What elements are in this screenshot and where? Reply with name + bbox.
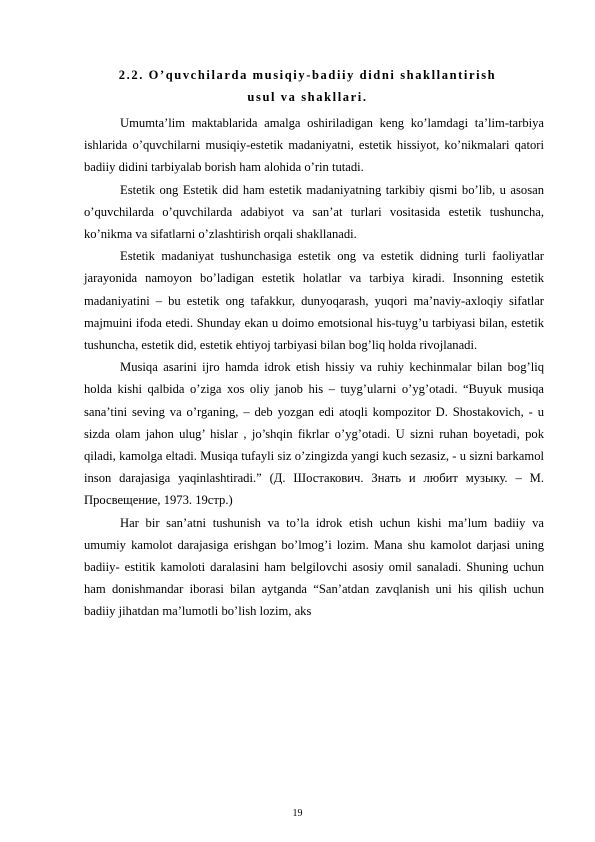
paragraph-3: Estetik madaniyat tushunchasiga estetik ong va estetik didning turli faoliyatlar jarayonida namoyon bo’ladigan estetik holatlar va tarbiya kiradi. Insonning estetik madaniyatini – bu estetik ong tafakkur, dunyoqarash, yuqori ma’naviy-axloqiy sifatlar majmuini ifoda etedi. Shunday ekan u doimo emotsional his-tuyg’u tarbiyasi bilan, estetik tushuncha, estetik did, estetik ehtiyoj tarbiyasi bilan bog’liq holda rivojlanadi. [84, 249, 544, 353]
paragraph-4: Musiqa asarini ijro hamda idrok etish hissiy va ruhiy kechinmalar bilan bog’liq holda kishi qalbida o’ziga xos oliy janob his – tuyg’ularni o’yg’otadi. “Buyuk musiqa sana’tini seving va o’rganing, – deb yozgan edi atoqli kompozitor D. Shostakovich, - u sizda olam jahon ulug’ hislar , jo’shqin fikrlar o’yg’otadi. U sizni ruhan boyetadi, pok qiladi, kamolga eltadi. Musiqa tufayli siz o’zingizda yangi kuch sezasiz, - u sizni barkamol inson darajasiga yaqinlashtiradi.” (Д. Шостакович. Знать и любит музыку. – М. Просвещение, 1973. 19стр.) [84, 360, 544, 508]
paragraph-2: Estetik ong Estetik did ham estetik madaniyatning tarkibiy qismi bo’lib, u asosan o’quvchilarda o’quvchilarda adabiyot va san’at turlari vositasida estetik tushuncha, ko’nikma va sifatlarni o’zlashtirish orqali shakllanadi. [84, 182, 544, 242]
paragraph-5: Har bir san’atni tushunish va to’la idrok etish uchun kishi ma’lum badiiy va umumiy kamolot darajasiga erishgan bo’lmog’i lozim. Mana shu kamolot darjasi uning badiiy- estitik kamoloti daralasini ham belgilovchi asosiy omil sanaladi. Shuning uchun ham donishmandar iborasi bilan aytganda “San’atdan zavqlanish uni his qilish uchun badiiy jihatdan ma’lumotli bo’lish lozim, aks [84, 515, 544, 619]
paragraph-1: Umumta’lim maktablarida amalga oshiriladigan keng ko’lamdagi ta’lim-tarbiya ishlarida o’quvchilarni musiqiy-estetik madaniyatni, estetik hissiyot, ko’nikmalari qatori badiiy didini tarbiyalab borish ham alohida o’rin tutadi. [84, 116, 544, 175]
page-number: 19 [292, 808, 303, 819]
section-title: 2.2. O’quvchilarda musiqiy-badiiy didni shakllantirish usul va shakllari. [118, 68, 497, 104]
body-text [84, 112, 544, 623]
